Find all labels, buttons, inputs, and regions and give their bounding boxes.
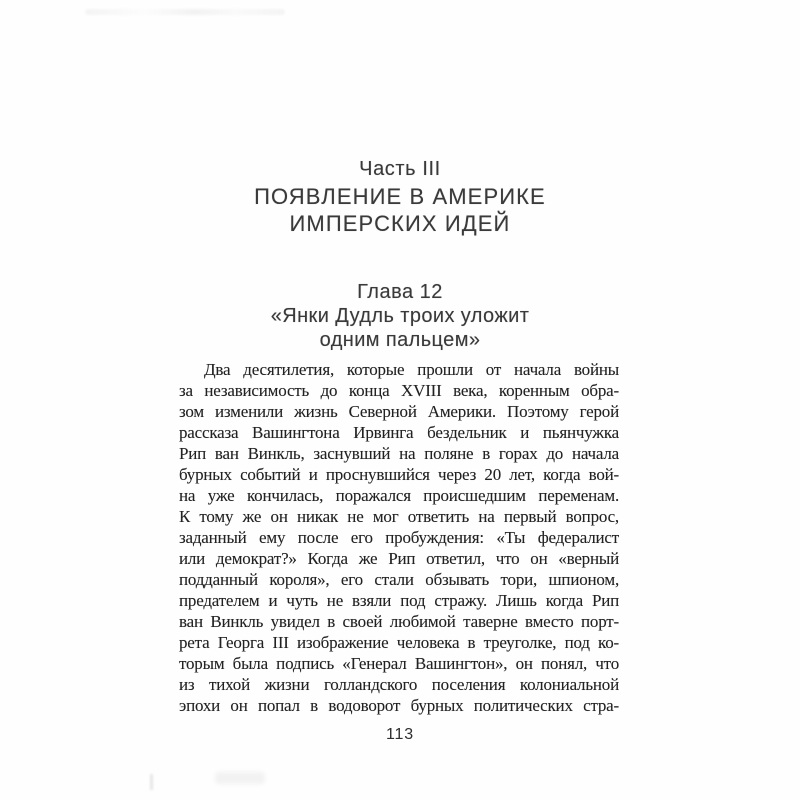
part-heading [0,156,800,237]
body-line: торым была подпись «Генерал Вашингтон», он понял, что [179,654,619,673]
chapter-title [0,304,800,352]
part-number-label: Часть III [359,158,441,180]
part-title-line: ПОЯВЛЕНИЕ В АМЕРИКЕ [254,184,546,209]
body-line: заданный ему после его пробуждения: «Ты федералист [179,528,619,547]
body-text [179,359,619,716]
body-line: на уже кончилась, поражался происшедшим переменам. [179,486,619,505]
body-line: эпохи он попал в водоворот бурных политических стра- [179,696,619,715]
body-line: Два десятилетия, которые прошли от начала войны [204,360,619,379]
body-line: бурных событий и проснувшийся через 20 лет, когда вой- [179,465,619,484]
body-line: из тихой жизни голландского поселения колониальной [179,675,619,694]
body-line: Рип ван Винкль, заснувший на поляне в горах до начала [179,444,619,463]
page-bottom-left-smudge [150,774,153,790]
chapter-heading [0,280,800,352]
page-number: 113 [386,726,414,743]
body-line: К тому же он никак не мог ответить на первый вопрос, [179,507,619,526]
body-line: подданный короля», его стали обзывать тори, шпионом, [179,570,619,589]
body-line: предателем и чуть не взяли под стражу. Лишь когда Рип [179,591,619,610]
page-top-smudge [85,9,285,15]
body-line: зом изменили жизнь Северной Америки. Поэтому герой [179,402,619,421]
body-line: или демократ?» Когда же Рип ответил, что он «верный [179,549,619,568]
chapter-title-line: «Янки Дудль троих уложит [270,305,530,327]
body-line: за независимость до конца XVIII века, коренным обра- [179,381,619,400]
chapter-title-line: одним пальцем» [319,329,481,351]
chapter-number-label: Глава 12 [357,281,443,303]
page-bottom-smudge [215,772,265,784]
body-line: ван Винкль увидел в своей любимой таверне вместо порт- [179,612,619,631]
body-line: рета Георга III изображение человека в треуголке, под ко- [179,633,619,652]
part-title-line: ИМПЕРСКИХ ИДЕЙ [289,211,511,236]
part-title [0,183,800,237]
body-line: рассказа Вашингтона Ирвинга бездельник и пьянчужка [179,423,619,442]
